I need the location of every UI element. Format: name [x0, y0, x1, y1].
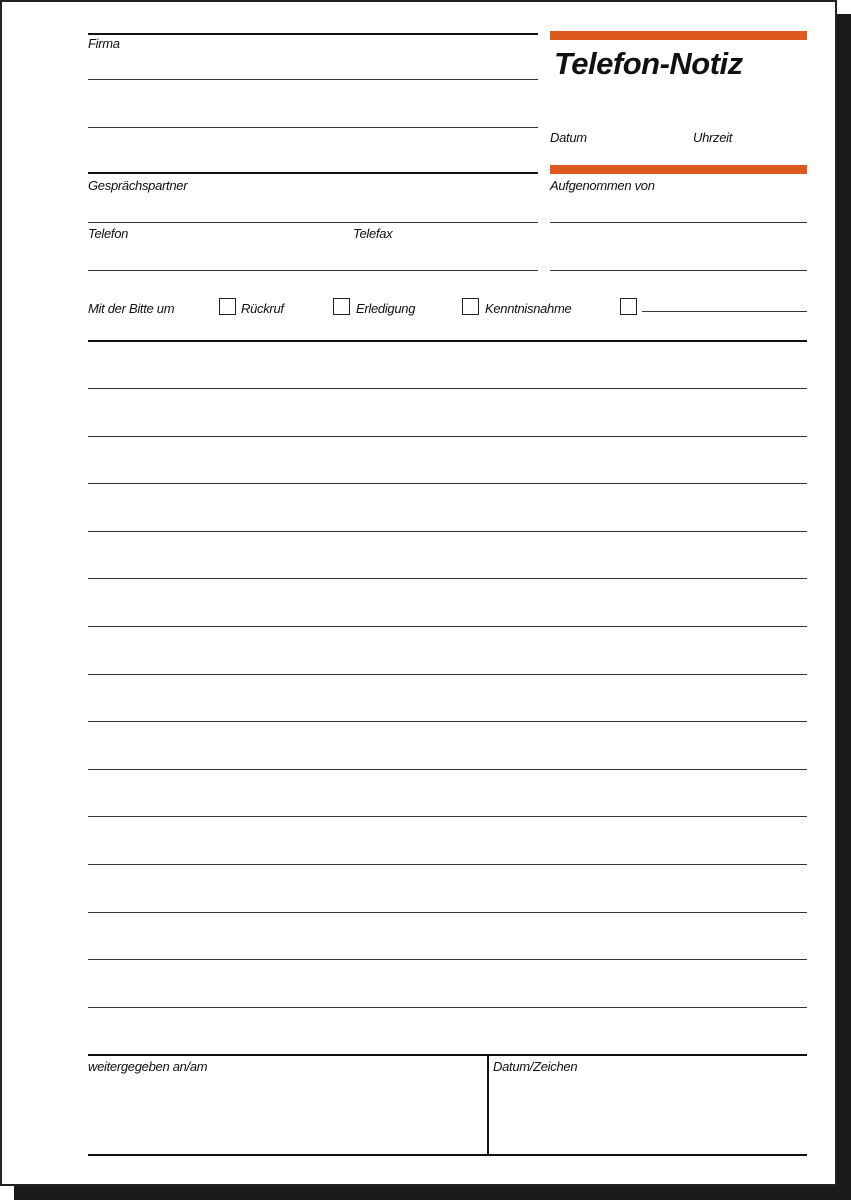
- aufgenommen-line-1[interactable]: [550, 222, 807, 223]
- other-line[interactable]: [642, 311, 807, 312]
- footer-bottom-rule: [88, 1154, 807, 1156]
- firma-line-1[interactable]: [88, 79, 538, 80]
- other-checkbox[interactable]: [620, 298, 637, 315]
- note-line[interactable]: [88, 959, 807, 960]
- footer-top-rule: [88, 1054, 807, 1056]
- erledigung-label: Erledigung: [356, 301, 416, 316]
- note-line[interactable]: [88, 912, 807, 913]
- aufgenommen-label: Aufgenommen von: [550, 178, 655, 193]
- datum-zeichen-label: Datum/Zeichen: [493, 1059, 578, 1074]
- telefon-label: Telefon: [88, 226, 129, 241]
- note-line[interactable]: [88, 674, 807, 675]
- firma-line-2[interactable]: [88, 127, 538, 128]
- orange-bar-top: [550, 31, 807, 40]
- telefax-label: Telefax: [353, 226, 393, 241]
- note-line[interactable]: [88, 721, 807, 722]
- aufgenommen-line-2[interactable]: [550, 270, 807, 271]
- note-line[interactable]: [88, 1007, 807, 1008]
- uhrzeit-label: Uhrzeit: [693, 130, 733, 145]
- note-line[interactable]: [88, 816, 807, 817]
- weitergegeben-label: weitergegeben an/am: [88, 1059, 208, 1074]
- rueckruf-checkbox[interactable]: [219, 298, 236, 315]
- note-line[interactable]: [88, 483, 807, 484]
- gespraechspartner-line[interactable]: [88, 222, 538, 223]
- erledigung-checkbox[interactable]: [333, 298, 350, 315]
- top-rule: [88, 33, 538, 35]
- footer-divider: [487, 1054, 489, 1156]
- firma-label: Firma: [88, 36, 120, 51]
- orange-bar-bottom: [550, 165, 807, 174]
- note-line[interactable]: [88, 436, 807, 437]
- kenntnisnahme-checkbox[interactable]: [462, 298, 479, 315]
- firma-line-3[interactable]: [88, 172, 538, 174]
- kenntnisnahme-label: Kenntnisnahme: [485, 301, 572, 316]
- telefon-line[interactable]: [88, 270, 538, 271]
- datum-label: Datum: [550, 130, 587, 145]
- note-line[interactable]: [88, 388, 807, 389]
- note-line[interactable]: [88, 626, 807, 627]
- note-line[interactable]: [88, 531, 807, 532]
- note-line[interactable]: [88, 578, 807, 579]
- note-line[interactable]: [88, 769, 807, 770]
- form-title: Telefon-Notiz: [554, 46, 743, 81]
- gespraechspartner-label: Gesprächspartner: [88, 178, 188, 193]
- rueckruf-label: Rückruf: [241, 301, 284, 316]
- notes-top-rule: [88, 340, 807, 342]
- bitte-label: Mit der Bitte um: [88, 301, 175, 316]
- note-line[interactable]: [88, 864, 807, 865]
